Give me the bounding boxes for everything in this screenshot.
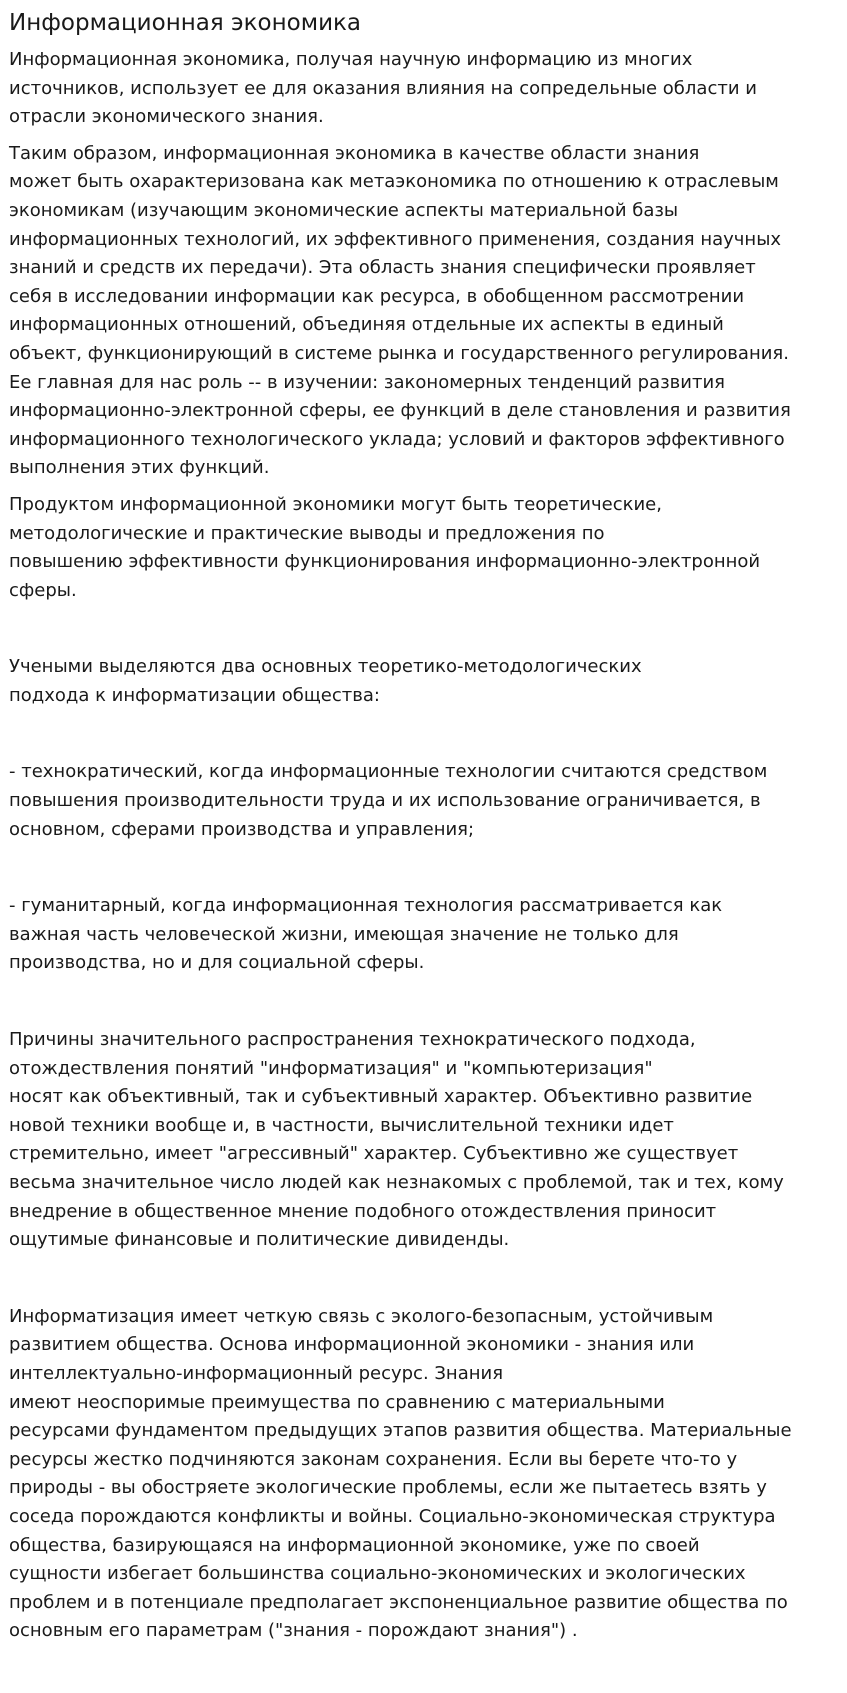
text-line: Информатизация имеет четкую связь с эколого-безопасным, устойчивым (9, 1305, 714, 1327)
text-line: внедрение в общественное мнение подобного отождествления приносит (9, 1200, 717, 1222)
text-line: информационного технологического уклада; условий и факторов эффективного (9, 428, 785, 450)
article-body (9, 46, 847, 1646)
text-line: основном, сферами производства и управления; (9, 818, 475, 840)
text-line: весьма значительное число людей как незнакомых с проблемой, так и тех, кому (9, 1172, 784, 1193)
text-line: Учеными выделяются два основных теоретико-методологических (9, 656, 642, 678)
text-line: выполнения этих функций. (9, 457, 270, 479)
paragraph (9, 758, 847, 844)
paragraph (9, 140, 847, 483)
text-line: Таким образом, информационная экономика в качестве области знания (9, 142, 700, 164)
paragraph (9, 1026, 847, 1255)
text-line: объект, функционирующий в системе рынка и государственного регулирования. (9, 342, 789, 364)
text-line: знаний и средств их передачи). Эта область знания специфически проявляет (9, 257, 756, 279)
paragraph (9, 46, 847, 132)
text-line: - гуманитарный, когда информационная технология рассматривается как (9, 895, 723, 917)
paragraph (9, 1303, 847, 1646)
paragraph (9, 892, 847, 978)
text-line: информационных отношений, объединяя отдельные их аспекты в единый (9, 314, 724, 336)
text-line: соседа порождаются конфликты и войны. Социально-экономическая структура (9, 1505, 776, 1527)
text-line: ресурсы жестко подчиняются законам сохранения. Если вы берете что-то у (9, 1448, 738, 1470)
text-line: важная часть человеческой жизни, имеющая значение не только для (9, 923, 679, 945)
text-line: ощутимые финансовые и политические дивиденды. (9, 1229, 510, 1251)
text-line: имеют неоспоримые преимущества по сравнению с материальными (9, 1391, 665, 1413)
text-line: общества, базирующаяся на информационной экономике, уже по своей (9, 1534, 700, 1556)
text-line: новой техники вообще и, в частности, вычислительной техники идет (9, 1114, 674, 1136)
text-line: стремительно, имеет "агрессивный" характер. Субъективно же существует (9, 1143, 739, 1165)
text-line: может быть охарактеризована как метаэкономика по отношению к отраслевым (9, 171, 779, 193)
text-line: сферы. (9, 579, 77, 601)
text-line: источников, использует ее для оказания влияния на сопредельные области и (9, 77, 757, 99)
text-line: Причины значительного распространения технократического подхода, (9, 1029, 696, 1051)
text-line: экономикам (изучающим экономические аспекты материальной базы (9, 199, 679, 221)
text-line: интеллектуально-информационный ресурс. Знания (9, 1362, 504, 1384)
text-line: методологические и практические выводы и предложения по (9, 522, 605, 544)
text-line: подхода к информатизации общества: (9, 684, 380, 706)
page-title: Информационная экономика (9, 10, 361, 36)
paragraph (9, 491, 847, 605)
text-line: проблем и в потенциале предполагает экспоненциальное развитие общества по (9, 1591, 788, 1613)
text-line: производства, но и для социальной сферы. (9, 952, 425, 974)
text-line: природы - вы обостряете экологические проблемы, если же пытаетесь взять у (9, 1477, 767, 1499)
text-line: отождествления понятий "информатизация" и "компьютеризация" (9, 1057, 653, 1079)
text-line: отрасли экономического знания. (9, 106, 324, 128)
text-line: информационных технологий, их эффективного применения, создания научных (9, 228, 782, 250)
text-line: повышению эффективности функционирования информационно-электронной (9, 551, 761, 573)
text-line: Информационная экономика, получая научную информацию из многих (9, 49, 693, 70)
text-line: развитием общества. Основа информационной экономики - знания или (9, 1334, 695, 1356)
text-line: Ее главная для нас роль -- в изучении: закономерных тенденций развития (9, 371, 725, 393)
text-line: носят как объективный, так и субъективный характер. Объективно развитие (9, 1086, 753, 1108)
text-line: сущности избегает большинства социально-экономических и экологических (9, 1563, 746, 1585)
text-line: основным его параметрам ("знания - порождают знания") . (9, 1620, 578, 1642)
paragraph (9, 653, 847, 710)
text-line: информационно-электронной сферы, ее функций в деле становления и развития (9, 400, 791, 422)
text-line: Продуктом информационной экономики могут быть теоретические, (9, 493, 662, 515)
text-line: ресурсами фундаментом предыдущих этапов развития общества. Материальные (9, 1420, 792, 1442)
text-line: - технократический, когда информационные технологии считаются средством (9, 761, 768, 783)
text-line: себя в исследовании информации как ресурса, в обобщенном рассмотрении (9, 285, 745, 307)
text-line: повышения производительности труда и их использование ограничивается, в (9, 790, 761, 812)
